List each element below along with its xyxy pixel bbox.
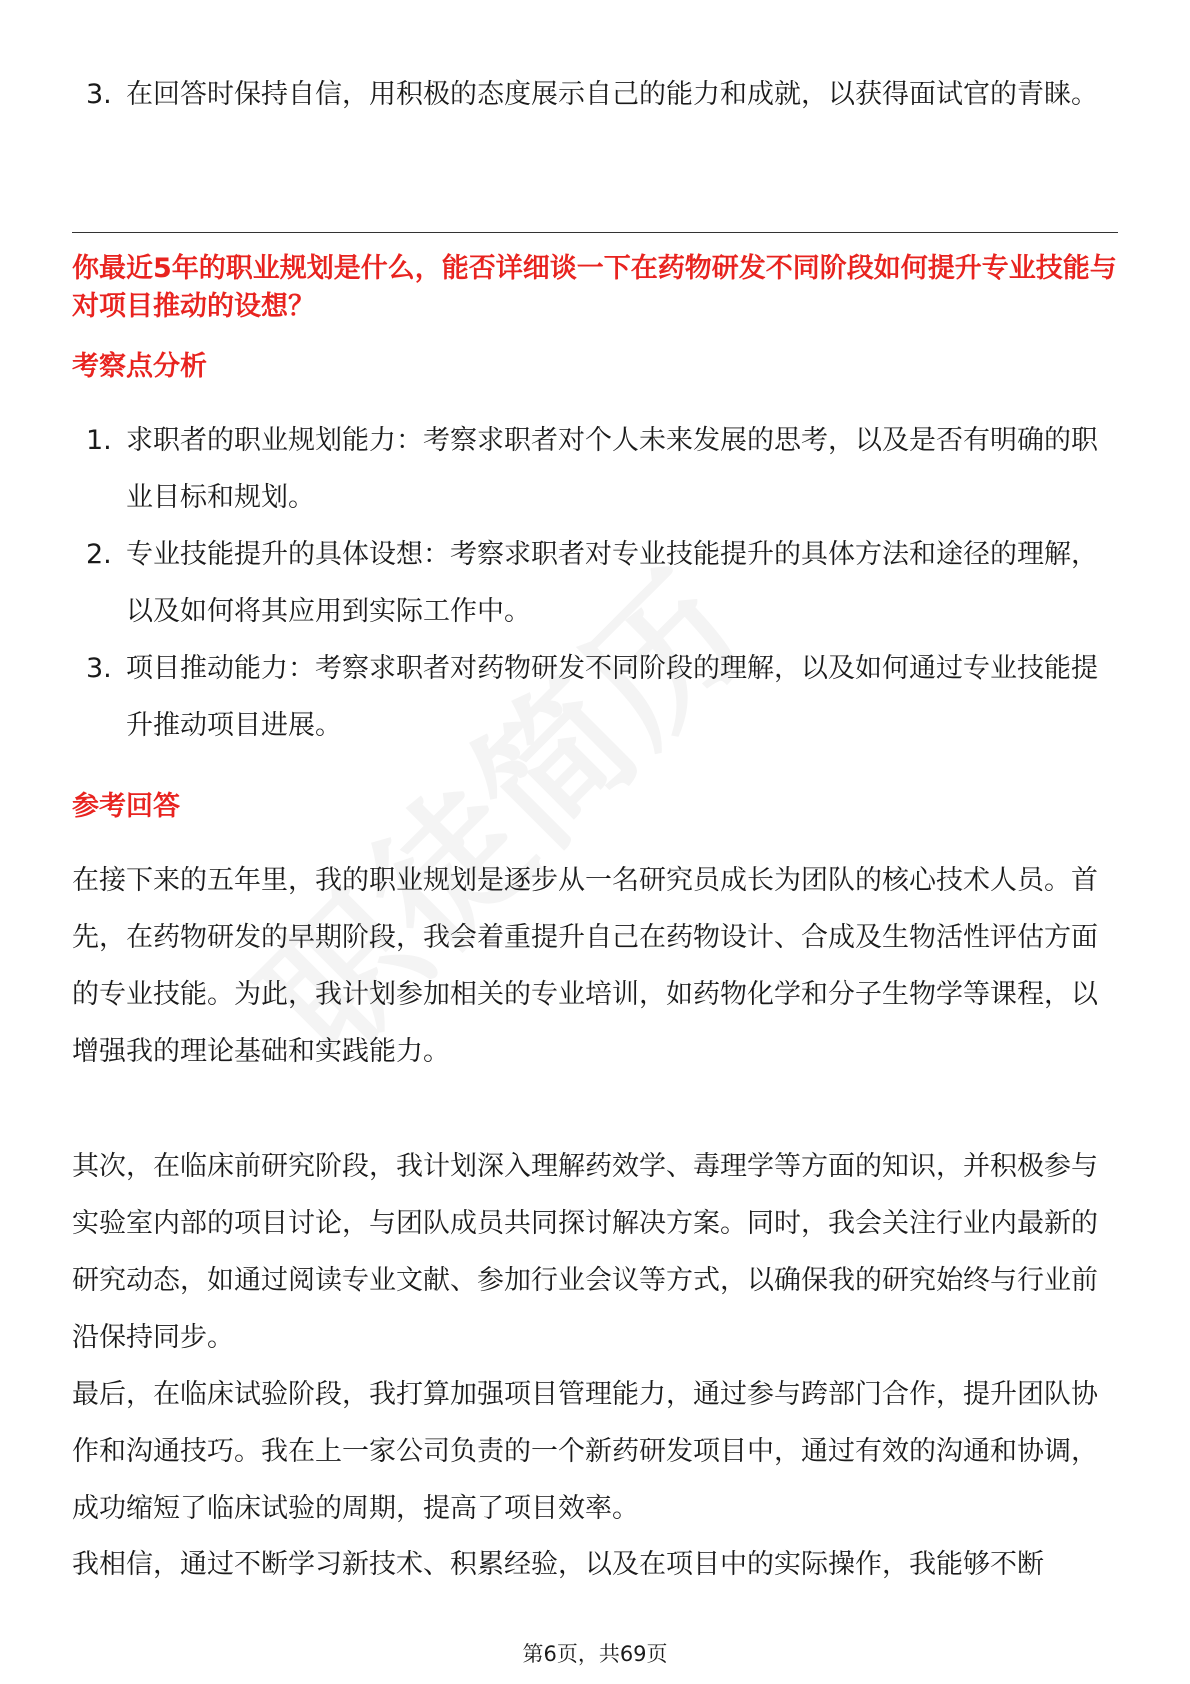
list-item — [72, 66, 1118, 123]
list-item-number: 1. — [86, 425, 112, 456]
page-footer: 第6页，共69页 — [522, 1642, 668, 1666]
answer-paragraph: 其次，在临床前研究阶段，我计划深入理解药效学、毒理学等方面的知识，并积极参与实验室内部的项目讨论，与团队成员共同探讨解决方案。同时，我会关注行业内最新的研究动态，如通过阅读专业文献、参加行业会议等方式，以确保我的研究始终与行业前沿保持同步。 — [72, 1151, 1098, 1353]
list-item-number: 3. — [86, 653, 112, 684]
list-item — [72, 640, 1118, 754]
list-item — [72, 526, 1118, 640]
answer-paragraph: 我相信，通过不断学习新技术、积累经验，以及在项目中的实际操作，我能够不断 — [72, 1549, 1044, 1580]
answer-paragraph: 在接下来的五年里，我的职业规划是逐步从一名研究员成长为团队的核心技术人员。首先，在药物研发的早期阶段，我会着重提升自己在药物设计、合成及生物活性评估方面的专业技能。为此，我计划参加相关的专业培训，如药物化学和分子生物学等课程，以增强我的理论基础和实践能力。 — [72, 865, 1098, 1067]
analysis-list — [72, 412, 1118, 754]
question-title: 你最近5年的职业规划是什么，能否详细谈一下在药物研发不同阶段如何提升专业技能与对项目推动的设想？ — [72, 253, 1117, 322]
list-item-text: 在回答时保持自信，用积极的态度展示自己的能力和成就，以获得面试官的青睐。 — [126, 79, 1098, 110]
list-item-text: 求职者的职业规划能力：考察求职者对个人未来发展的思考，以及是否有明确的职业目标和规划。 — [126, 425, 1098, 513]
answer-heading: 参考回答 — [72, 791, 180, 822]
list-item-number: 3. — [86, 79, 112, 110]
list-item — [72, 412, 1118, 526]
list-item-number: 2. — [86, 539, 112, 570]
list-item-text: 项目推动能力：考察求职者对药物研发不同阶段的理解，以及如何通过专业技能提升推动项目进展。 — [126, 653, 1098, 741]
list-item-text: 专业技能提升的具体设想：考察求职者对专业技能提升的具体方法和途径的理解，以及如何将其应用到实际工作中。 — [126, 539, 1098, 627]
answer-paragraph: 最后，在临床试验阶段，我打算加强项目管理能力，通过参与跨部门合作，提升团队协作和沟通技巧。我在上一家公司负责的一个新药研发项目中，通过有效的沟通和协调，成功缩短了临床试验的周期，提高了项目效率。 — [72, 1379, 1098, 1524]
intro-list — [72, 66, 1118, 123]
analysis-heading: 考察点分析 — [72, 351, 207, 382]
section-divider — [72, 232, 1118, 233]
